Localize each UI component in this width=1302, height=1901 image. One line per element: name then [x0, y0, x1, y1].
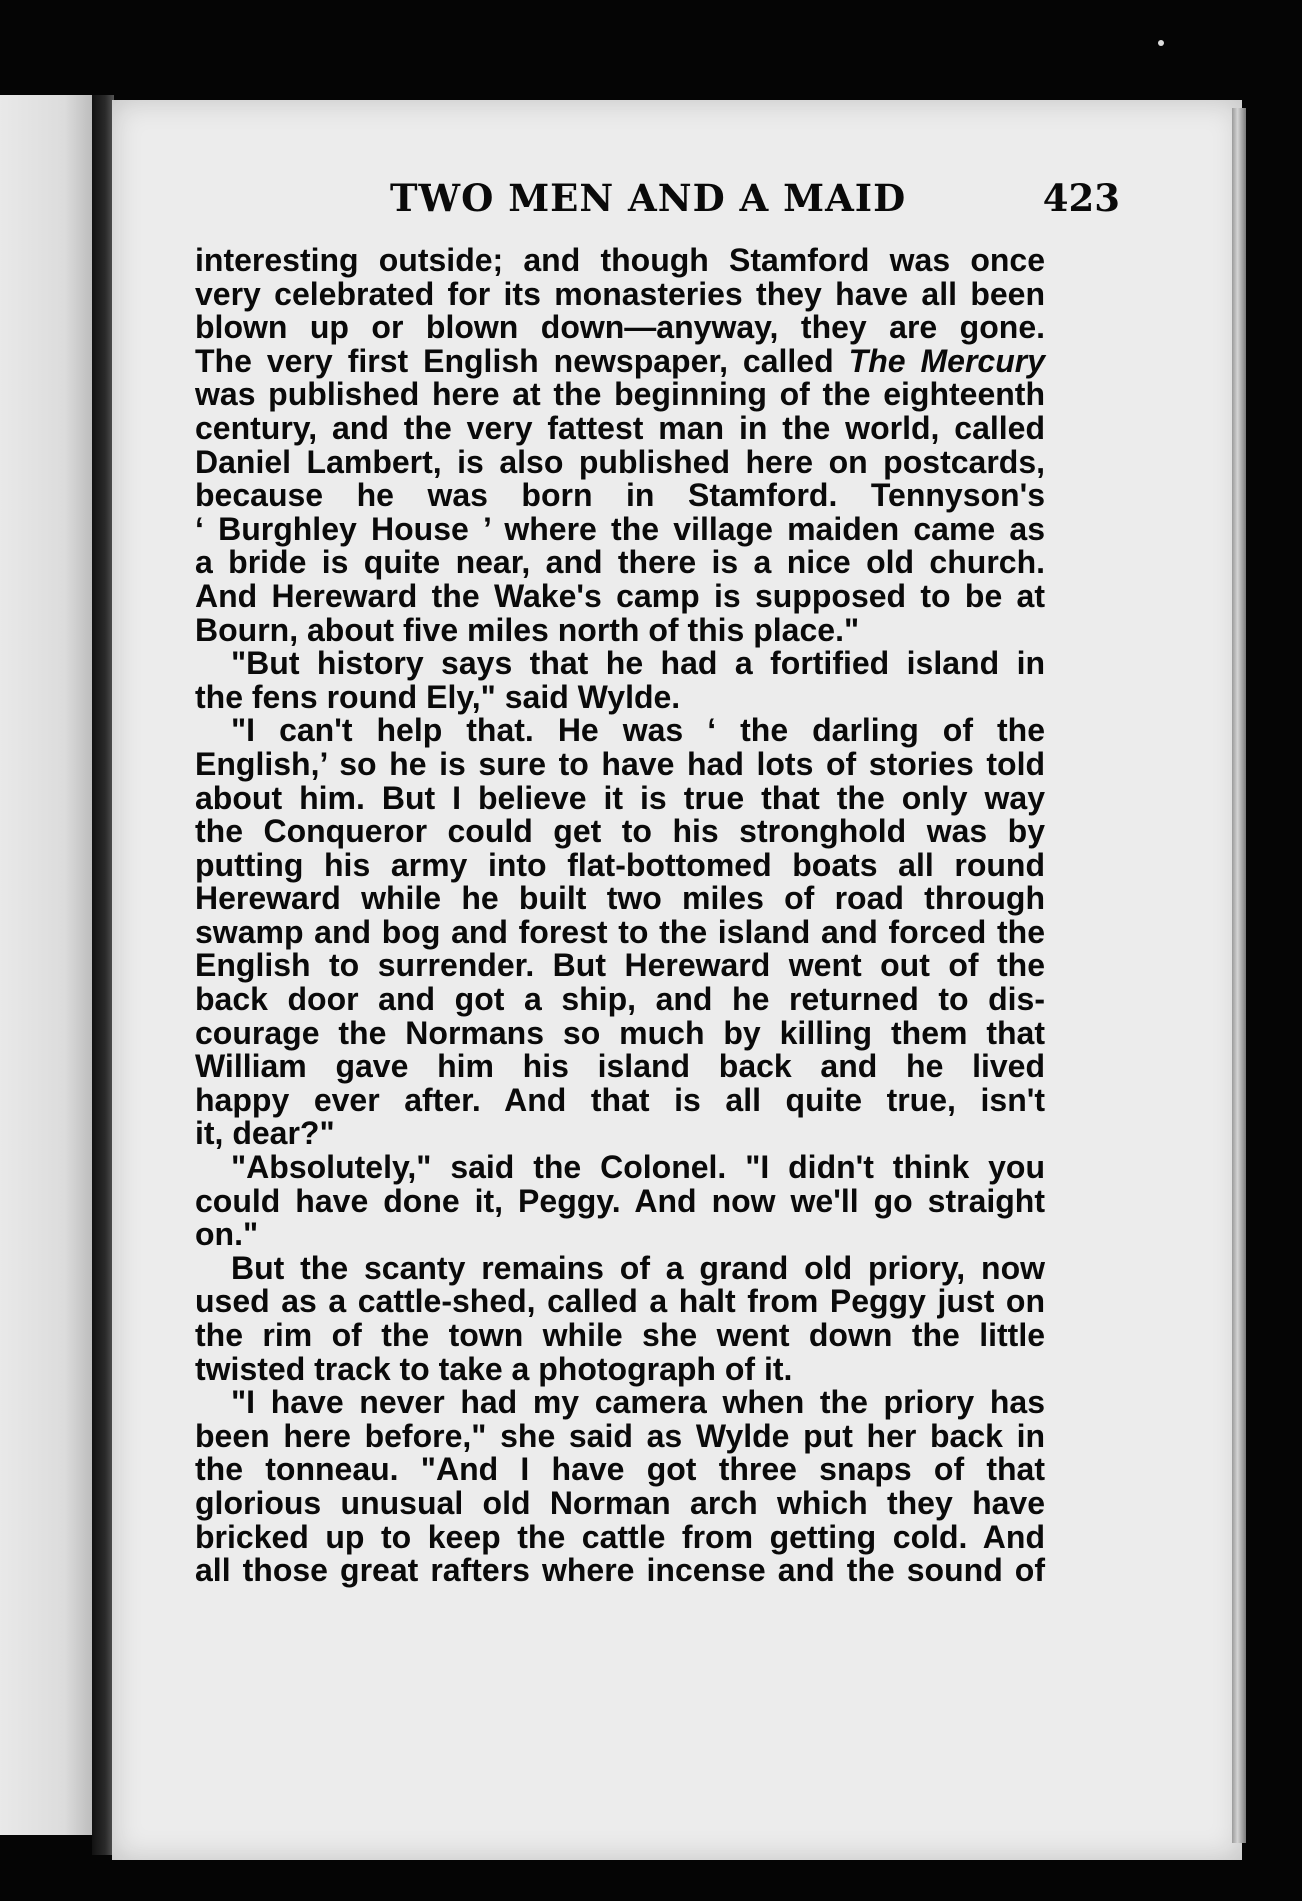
text-line: courage the Normans so much by killing them that — [195, 1014, 1045, 1051]
text-line: Bourn, about five miles north of this place." — [195, 611, 860, 648]
text-line: "I can't help that. He was ‘ the darling of the — [231, 712, 1045, 749]
text-line: used as a cattle-shed, called a halt from Peggy just on — [195, 1283, 1045, 1320]
text-line: "Absolutely," said the Colonel. "I didn't think you — [231, 1149, 1045, 1186]
text-line: William gave him his island back and he lived — [195, 1048, 1045, 1085]
text-line: happy ever after. And that is all quite true, isn't — [195, 1081, 1045, 1118]
page-number: 423 — [1042, 176, 1120, 220]
left-facing-page-edge — [0, 95, 92, 1835]
text-line: "But history says that he had a fortified island in — [231, 645, 1045, 682]
text-line: English to surrender. But Hereward went out of the — [195, 947, 1045, 984]
text-line: "I have never had my camera when the priory has — [231, 1384, 1045, 1421]
text-line: the tonneau. "And I have got three snaps of that — [195, 1451, 1045, 1488]
text-line: bricked up to keep the cattle from getting cold. And — [195, 1518, 1045, 1555]
text-line: English,’ so he is sure to have had lots of stories told — [195, 745, 1045, 782]
text-line: it, dear?" — [195, 1115, 335, 1152]
text-line: blown up or blown down—anyway, they are gone. — [195, 309, 1045, 346]
text-line: putting his army into flat-bottomed boats all round — [195, 846, 1045, 883]
text-line: because he was born in Stamford. Tennyson's — [195, 477, 1045, 514]
text-line: was published here at the beginning of the eighteenth — [195, 376, 1045, 413]
running-head-title: TWO MEN AND A MAID — [390, 176, 907, 220]
text-line: ‘ Burghley House ’ where the village maiden came as — [195, 510, 1045, 547]
newspaper-title: The Mercury — [848, 342, 1046, 379]
text-line: Hereward while he built two miles of road through — [195, 880, 1045, 917]
text-line: And Hereward the Wake's camp is supposed to be at — [195, 577, 1045, 614]
text-line: glorious unusual old Norman arch which they have — [195, 1484, 1045, 1521]
text-line: twisted track to take a photograph of it. — [195, 1350, 793, 1387]
text-line: interesting outside; and though Stamford was once — [195, 242, 1045, 278]
text-line: all those great rafters where incense and the sound of — [195, 1552, 1045, 1589]
text-line: the Conqueror could get to his stronghold was by — [195, 813, 1045, 850]
text-line: a bride is quite near, and there is a nice old church. — [195, 544, 1045, 581]
text-line: the rim of the town while she went down the little — [195, 1317, 1045, 1353]
text-line: swamp and bog and forest to the island and forced the — [195, 913, 1045, 950]
dust-speck — [1158, 40, 1164, 46]
running-head — [390, 176, 1120, 226]
text-line-with-italic-title — [195, 342, 1046, 379]
text-line: about him. But I believe it is true that the only way — [195, 779, 1045, 816]
book-gutter — [92, 95, 114, 1855]
text-line: century, and the very fattest man in the world, called — [195, 409, 1045, 446]
body-text — [195, 244, 1045, 1588]
text-line: Daniel Lambert, is also published here on postcards, — [195, 443, 1045, 480]
page-fore-edge — [1232, 108, 1246, 1843]
text-line: been here before," she said as Wylde put her back in — [195, 1417, 1045, 1454]
text-line: But the scanty remains of a grand old priory, now — [231, 1249, 1045, 1286]
text-line: back door and got a ship, and he returned to dis- — [195, 981, 1045, 1018]
text-line: very celebrated for its monasteries they have all been — [195, 275, 1045, 312]
text-line: could have done it, Peggy. And now we'll go straight — [195, 1182, 1045, 1219]
text-line: on." — [195, 1216, 259, 1253]
text-line: the fens round Ely," said Wylde. — [195, 678, 681, 715]
text-fragment: The very first English newspaper, called — [195, 342, 849, 379]
